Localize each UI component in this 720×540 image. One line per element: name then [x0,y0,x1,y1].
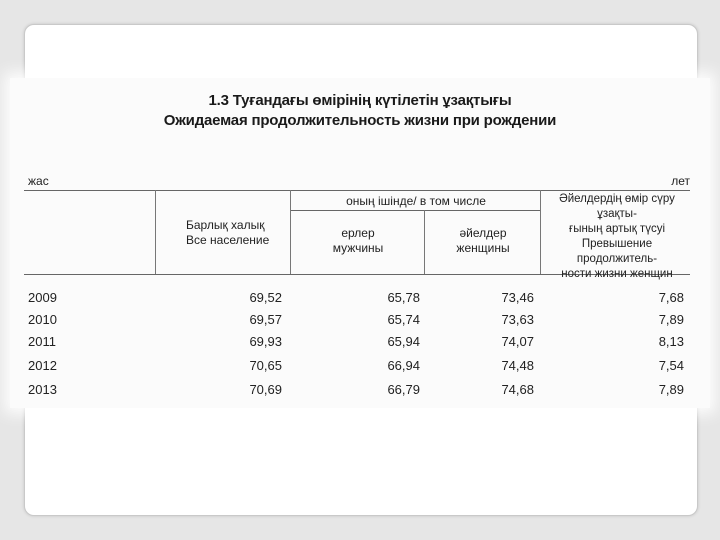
cell-men: 66,79 [387,382,420,397]
cell-women: 73,46 [501,290,534,305]
col-divider-1 [155,190,156,274]
cell-excess: 7,54 [658,358,684,373]
header-excess-ru-2: ности жизни женщин [561,268,673,280]
cell-men: 65,78 [387,290,420,305]
header-total-kz: Барлық халық [186,218,265,232]
cell-women: 74,68 [501,382,534,397]
cell-men: 65,74 [387,312,420,327]
cell-total: 70,65 [249,358,282,373]
header-top-rule [24,190,690,191]
col-divider-3 [424,210,425,274]
header-total-ru: Все население [186,233,270,247]
row-year: 2013 [28,382,57,397]
cell-women: 73,63 [501,312,534,327]
header-men [292,226,424,256]
header-excess-kz-2: ғының артық түсуі [569,223,665,235]
row-year: 2010 [28,312,57,327]
header-women-kz: әйелдер [459,226,507,240]
table-title-kazakh: 1.3 Туғандағы өмірінің күтілетін ұзақтығы [208,92,512,109]
header-women-ru: женщины [456,241,510,255]
header-group: оның ішінде/ в том числе [346,194,486,208]
cell-women: 74,48 [501,358,534,373]
col-divider-2 [290,190,291,274]
cell-men: 65,94 [387,334,420,349]
cell-excess: 7,68 [658,290,684,305]
unit-label-right: лет [671,174,690,188]
header-excess-ru-1: Превышение продолжитель- [576,238,658,265]
cell-total: 70,69 [249,382,282,397]
table-title-russian: Ожидаемая продолжительность жизни при рождении [163,112,557,129]
header-men-kz: ерлер [341,226,375,240]
unit-label-left: жас [28,174,49,188]
cell-total: 69,57 [249,312,282,327]
row-year: 2012 [28,358,57,373]
cell-excess: 7,89 [658,382,684,397]
cell-total: 69,52 [249,290,282,305]
cell-excess: 8,13 [658,334,684,349]
row-year: 2009 [28,290,57,305]
row-year: 2011 [28,334,56,349]
header-men-ru: мужчины [332,241,384,255]
cell-men: 66,94 [387,358,420,373]
header-excess-kz-1: Әйелдердің өмір сүру ұзақты- [559,193,675,220]
header-women [426,226,540,256]
col-divider-4 [540,190,541,274]
header-excess [542,192,692,282]
header-total [186,218,269,248]
cell-women: 74,07 [501,334,534,349]
cell-total: 69,93 [249,334,282,349]
scanned-table-image [10,78,710,408]
cell-excess: 7,89 [658,312,684,327]
group-under-rule [290,210,540,211]
